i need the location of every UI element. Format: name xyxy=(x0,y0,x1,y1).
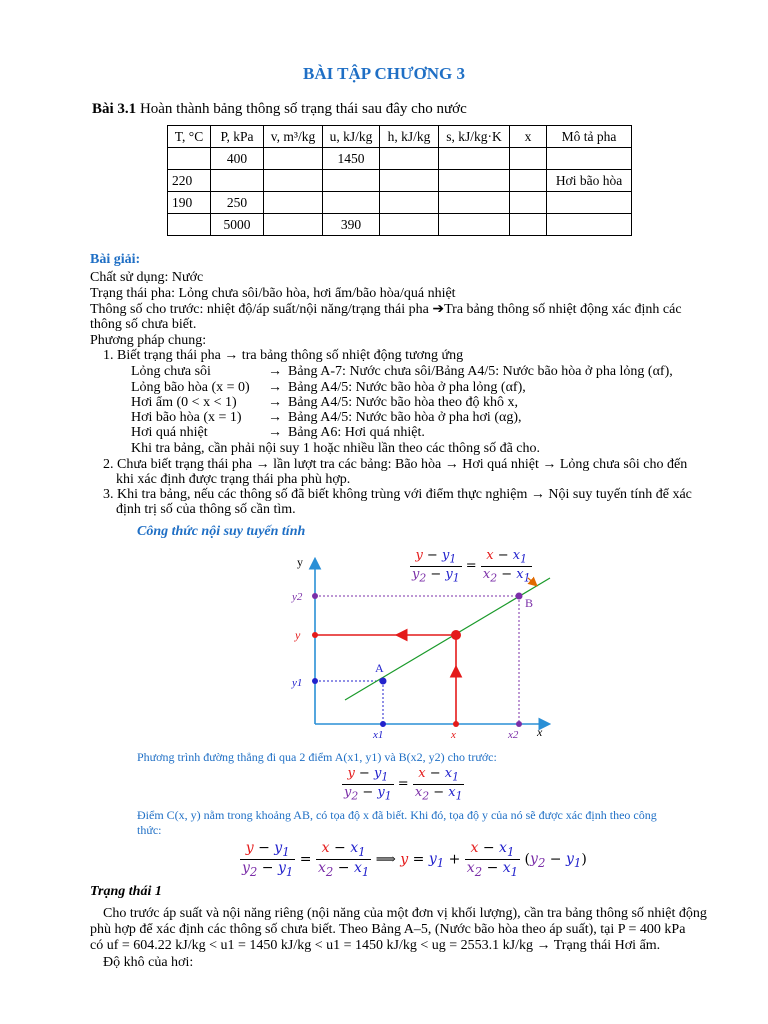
y-axis-label: y xyxy=(297,555,303,569)
solution-heading: Bài giải: xyxy=(90,252,141,267)
note-point-c-cont: thức: xyxy=(137,823,162,837)
table-cell xyxy=(510,170,547,192)
phase-table: Bảng A6: Hơi quá nhiệt. xyxy=(288,425,425,440)
col-header: v, m³/kg xyxy=(264,126,323,148)
y2-label: y2 xyxy=(292,591,303,603)
table-cell xyxy=(439,170,510,192)
x-axis-label: x xyxy=(537,725,543,739)
table-cell xyxy=(510,214,547,236)
table-cell: Hơi bão hòa xyxy=(547,170,632,192)
table-cell xyxy=(547,148,632,170)
solution-line: Thông số cho trước: nhiệt độ/áp suất/nội năng/trạng thái pha ➔Tra bảng thông số nhiệt động xác định các xyxy=(90,302,682,317)
table-cell xyxy=(380,148,439,170)
point-b-label: B xyxy=(525,596,534,610)
tick-y1 xyxy=(312,678,318,684)
phase-table: Bảng A4/5: Nước bão hòa ở pha hơi (αg), xyxy=(288,410,522,425)
state1-line: có uf = 604.22 kJ/kg < u1 = 1450 kJ/kg < u1 = 1450 kJ/kg < ug = 2553.1 kJ/kg → Trạng thái Hơi ẩm. xyxy=(90,938,661,953)
page-title: BÀI TẬP CHƯƠNG 3 xyxy=(303,64,465,83)
phase-table: Bảng A4/5: Nước bão hòa ở pha lỏng (αf), xyxy=(288,380,526,395)
table-cell xyxy=(211,170,264,192)
arrow-icon: → xyxy=(268,380,282,395)
table-cell xyxy=(323,170,380,192)
phase-state: Hơi bão hòa (x = 1) xyxy=(131,410,242,425)
table-cell xyxy=(510,192,547,214)
table-cell xyxy=(380,192,439,214)
note-line-equation: Phương trình đường thẳng đi qua 2 điểm A(x1, y1) và B(x2, y2) cho trước: xyxy=(137,750,497,764)
x1-label: x1 xyxy=(373,729,384,741)
tick-x1 xyxy=(380,721,386,727)
x-label: x xyxy=(451,729,456,741)
step-3: 3. Khi tra bảng, nếu các thông số đã biết không trùng với điểm thực nghiệm → Nội suy tuyến tính để xác xyxy=(103,487,692,502)
tick-y2 xyxy=(312,593,318,599)
step-3-cont: định trị số của thông số cần tìm. xyxy=(116,502,296,517)
solution-line: thông số chưa biết. xyxy=(90,317,197,332)
point-c xyxy=(451,630,461,640)
point-a-label: A xyxy=(375,661,384,675)
col-header: Mô tả pha xyxy=(547,126,632,148)
step-1: 1. Biết trạng thái pha → tra bảng thông số nhiệt động tương ứng xyxy=(103,348,464,363)
table-cell xyxy=(323,192,380,214)
interp-note: Khi tra bảng, cần phải nội suy 1 hoặc nhiều lần theo các thông số đã cho. xyxy=(131,441,540,456)
solution-line: Chất sử dụng: Nước xyxy=(90,270,204,285)
solution-line: Trạng thái pha: Lỏng chưa sôi/bão hòa, hơi ẩm/bão hòa/quá nhiệt xyxy=(90,286,456,301)
table-cell xyxy=(439,148,510,170)
state1-line: Cho trước áp suất và nội năng riêng (nội năng của một đơn vị khối lượng), cần tra bảng thông số nhiệt động xyxy=(103,906,707,921)
table-header-row xyxy=(168,126,632,148)
problem-number: Bài 3.1 xyxy=(92,101,137,117)
col-header: s, kJ/kg·K xyxy=(439,126,510,148)
table-cell: 390 xyxy=(323,214,380,236)
table-cell: 400 xyxy=(211,148,264,170)
col-header: x xyxy=(510,126,547,148)
table-row xyxy=(168,148,632,170)
tick-y xyxy=(312,632,318,638)
phase-state: Hơi ẩm (0 < x < 1) xyxy=(131,395,237,410)
problem-text: Hoàn thành bảng thông số trạng thái sau đây cho nước xyxy=(139,101,467,117)
step-2-cont: khi xác định được trạng thái pha phù hợp. xyxy=(116,472,351,487)
phase-table: Bảng A4/5: Nước bão hòa theo độ khô x, xyxy=(288,395,519,410)
table-cell: 220 xyxy=(168,170,211,192)
col-header: T, °C xyxy=(168,126,211,148)
table-row xyxy=(168,214,632,236)
point-b xyxy=(516,593,523,600)
table-cell xyxy=(380,170,439,192)
problem-statement xyxy=(92,102,467,117)
table-cell xyxy=(380,214,439,236)
table-cell xyxy=(547,192,632,214)
line-equation: $\frac{y - y_1}{y_2 - y_1}$ = $\frac{x - x_1}{x_2 - x_1}$ xyxy=(344,766,463,803)
phase-table: Bảng A-7: Nước chưa sôi/Bảng A4/5: Nước bão hòa ở pha lỏng (αf), xyxy=(288,364,673,379)
state1-line: phù hợp để xác định các thông số chưa biết. Theo Bảng A–5, (Nước bão hòa theo áp suất), tại P = 400 kPa xyxy=(90,922,686,937)
step-2: 2. Chưa biết trạng thái pha → lần lượt tra các bảng: Bão hòa → Hơi quá nhiệt → Lỏng chưa sôi cho đến xyxy=(103,457,688,472)
tick-x2 xyxy=(516,721,522,727)
col-header: P, kPa xyxy=(211,126,264,148)
col-header: u, kJ/kg xyxy=(323,126,380,148)
arrow-icon: → xyxy=(268,425,282,440)
x2-label: x2 xyxy=(508,729,519,741)
interp-heading: Công thức nội suy tuyến tính xyxy=(137,524,306,539)
table-cell xyxy=(264,148,323,170)
table-cell: 5000 xyxy=(211,214,264,236)
solution-line: Phương pháp chung: xyxy=(90,333,207,348)
table-cell xyxy=(439,192,510,214)
table-cell xyxy=(168,148,211,170)
table-cell xyxy=(547,214,632,236)
arrow-icon: → xyxy=(268,395,282,410)
table-row xyxy=(168,192,632,214)
arrow-icon: → xyxy=(268,364,282,379)
graph-formula: $\frac{y - y_1}{y_2 - y_1}$ = $\frac{x - x_1}{x_2 - x_1}$ xyxy=(412,548,531,585)
table-cell: 1450 xyxy=(323,148,380,170)
table-row xyxy=(168,170,632,192)
phase-state: Hơi quá nhiệt xyxy=(131,425,208,440)
property-table xyxy=(167,125,632,236)
tick-x xyxy=(453,721,459,727)
state1-line: Độ khô của hơi: xyxy=(103,955,194,970)
y1-label: y1 xyxy=(292,677,303,689)
state1-heading: Trạng thái 1 xyxy=(90,884,162,899)
note-point-c: Điểm C(x, y) nằm trong khoảng AB, có tọa độ x đã biết. Khi đó, tọa độ y của nó sẽ được xác định theo công xyxy=(137,808,657,822)
table-cell xyxy=(264,192,323,214)
table-cell: 250 xyxy=(211,192,264,214)
table-cell: 190 xyxy=(168,192,211,214)
arrow-icon: → xyxy=(268,410,282,425)
col-header: h, kJ/kg xyxy=(380,126,439,148)
point-a xyxy=(380,678,387,685)
phase-state: Lỏng chưa sôi xyxy=(131,364,211,379)
table-cell xyxy=(439,214,510,236)
table-cell xyxy=(168,214,211,236)
table-cell xyxy=(264,170,323,192)
y-label: y xyxy=(295,628,301,642)
interpolation-formula: $\frac{y - y_1}{y_2 - y_1}$ = $\frac{x - x_1}{x_2 - x_1}$ ⟹ $y = y_1$ + $\frac{x - x_1}{x_2 - x_1}$ $(y_2 - y_1)$ xyxy=(242,840,587,879)
table-cell xyxy=(264,214,323,236)
phase-state: Lỏng bão hòa (x = 0) xyxy=(131,380,250,395)
table-cell xyxy=(510,148,547,170)
